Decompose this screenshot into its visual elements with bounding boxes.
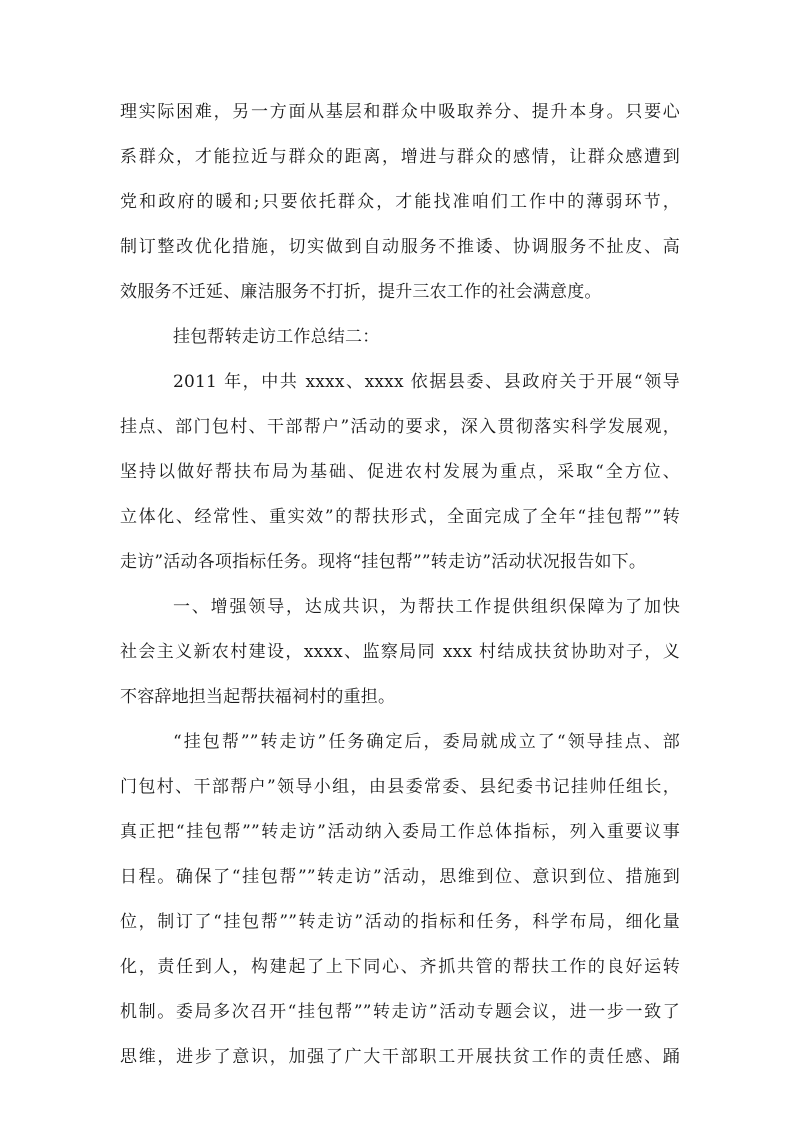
- text-line: 走访”活动各项指标任务。现将“挂包帮””转走访”活动状况报告如下。: [120, 552, 647, 572]
- text-line: 一、增强领导，达成共识，为帮扶工作提供组织保障为了加快: [173, 597, 680, 617]
- document-body: [120, 94, 680, 1084]
- section-heading: 挂包帮转走访工作总结二：: [173, 327, 380, 347]
- text-line: 不容辞地担当起帮扶福祠村的重担。: [120, 687, 396, 707]
- text-line: 化，责任到人，构建起了上下同心、齐抓共管的帮扶工作的良好运转: [120, 957, 680, 977]
- text-line: 立体化、经常性、重实效”的帮扶形式，全面完成了全年“挂包帮””转: [120, 507, 680, 527]
- text-line: 社会主义新农村建设，xxxx、监察局同 xxx 村结成扶贫协助对子，义: [120, 642, 680, 662]
- text-line: “挂包帮””转走访”任务确定后，委局就成立了“领导挂点、部: [173, 732, 680, 752]
- text-line: 2011 年，中共 xxxx、xxxx 依据县委、县政府关于开展“领导: [173, 372, 680, 392]
- text-line: 挂点、部门包村、干部帮户”活动的要求，深入贯彻落实科学发展观，: [120, 417, 680, 437]
- text-line: 党和政府的暖和;只要依托群众，才能找准咱们工作中的薄弱环节，: [120, 192, 680, 212]
- text-line: 真正把“挂包帮””转走访”活动纳入委局工作总体指标，列入重要议事: [120, 822, 680, 842]
- text-line: 门包村、干部帮户”领导小组，由县委常委、县纪委书记挂帅任组长，: [120, 777, 680, 797]
- text-line: 坚持以做好帮扶布局为基础、促进农村发展为重点，采取“全方位、: [120, 462, 680, 482]
- text-line: 理实际困难，另一方面从基层和群众中吸取养分、提升本身。只要心: [120, 102, 680, 122]
- text-line: 效服务不迁延、廉洁服务不打折，提升三农工作的社会满意度。: [120, 282, 602, 302]
- text-line: 思维，进步了意识，加强了广大干部职工开展扶贫工作的责任感、踊: [120, 1047, 680, 1067]
- text-line: 系群众，才能拉近与群众的距离，增进与群众的感情，让群众感遭到: [120, 147, 680, 167]
- text-line: 位，制订了“挂包帮””转走访”活动的指标和任务，科学布局，细化量: [120, 912, 680, 932]
- text-line: 机制。委局多次召开“挂包帮””转走访”活动专题会议，进一步一致了: [120, 1002, 680, 1022]
- text-line: 制订整改优化措施，切实做到自动服务不推诿、协调服务不扯皮、高: [120, 237, 680, 257]
- text-line: 日程。确保了“挂包帮””转走访”活动，思维到位、意识到位、措施到: [120, 867, 680, 887]
